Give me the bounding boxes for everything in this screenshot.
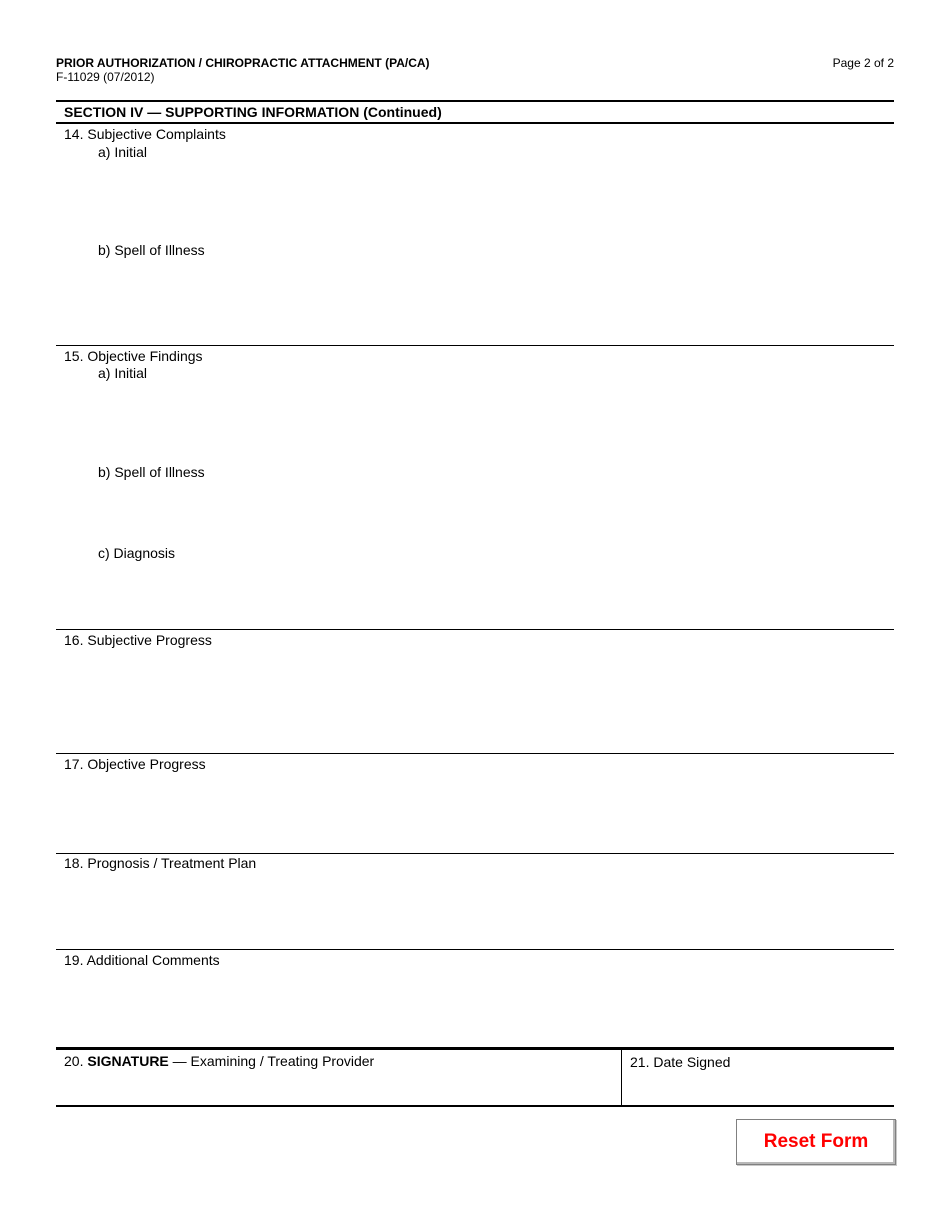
- q15b-label: b) Spell of Illness: [98, 464, 205, 480]
- q16-subjective-progress-field[interactable]: [64, 650, 892, 752]
- q19-label: 19. Additional Comments: [64, 952, 220, 968]
- q17-label: 17. Objective Progress: [64, 756, 206, 772]
- q20-label: [64, 1053, 374, 1069]
- page-indicator: Page 2 of 2: [832, 56, 894, 70]
- q19-additional-comments-field[interactable]: [64, 970, 892, 1046]
- q14a-initial-field[interactable]: [98, 162, 892, 242]
- divider-q17: [56, 853, 894, 854]
- q20-number: 20.: [64, 1053, 84, 1069]
- q18-prognosis-field[interactable]: [64, 873, 892, 949]
- q15a-initial-field[interactable]: [98, 383, 892, 463]
- form-number: F-11029 (07/2012): [56, 70, 155, 84]
- divider-q18: [56, 949, 894, 950]
- divider-q15: [56, 629, 894, 630]
- q20-label-rest: — Examining / Treating Provider: [168, 1053, 375, 1069]
- q16-label: 16. Subjective Progress: [64, 632, 212, 648]
- divider-q14: [56, 345, 894, 346]
- date-signed-field[interactable]: [630, 1074, 892, 1102]
- q20-signature-bold: SIGNATURE: [87, 1053, 169, 1069]
- q14-label: 14. Subjective Complaints: [64, 126, 226, 142]
- q15a-label: a) Initial: [98, 365, 148, 381]
- q14a-label: a) Initial: [98, 144, 148, 160]
- section-header: [56, 100, 894, 124]
- q15b-spell-field[interactable]: [98, 482, 892, 546]
- signature-field[interactable]: [64, 1074, 618, 1102]
- q15c-label: c) Diagnosis: [98, 545, 176, 561]
- form-title: PRIOR AUTHORIZATION / CHIROPRACTIC ATTACHMENT (PA/CA): [56, 56, 430, 70]
- reset-form-button[interactable]: Reset Form: [736, 1119, 896, 1165]
- q15c-diagnosis-field[interactable]: [98, 563, 892, 627]
- divider-q16: [56, 753, 894, 754]
- signature-row: [56, 1047, 894, 1107]
- signature-divider: [621, 1050, 622, 1105]
- q17-objective-progress-field[interactable]: [64, 774, 892, 852]
- q18-label: 18. Prognosis / Treatment Plan: [64, 855, 257, 871]
- q21-label: 21. Date Signed: [630, 1054, 731, 1070]
- q14b-label: b) Spell of Illness: [98, 242, 205, 258]
- q15-label: 15. Objective Findings: [64, 348, 203, 364]
- section-title: SECTION IV — SUPPORTING INFORMATION (Continued): [64, 104, 442, 120]
- q14b-spell-field[interactable]: [98, 260, 892, 344]
